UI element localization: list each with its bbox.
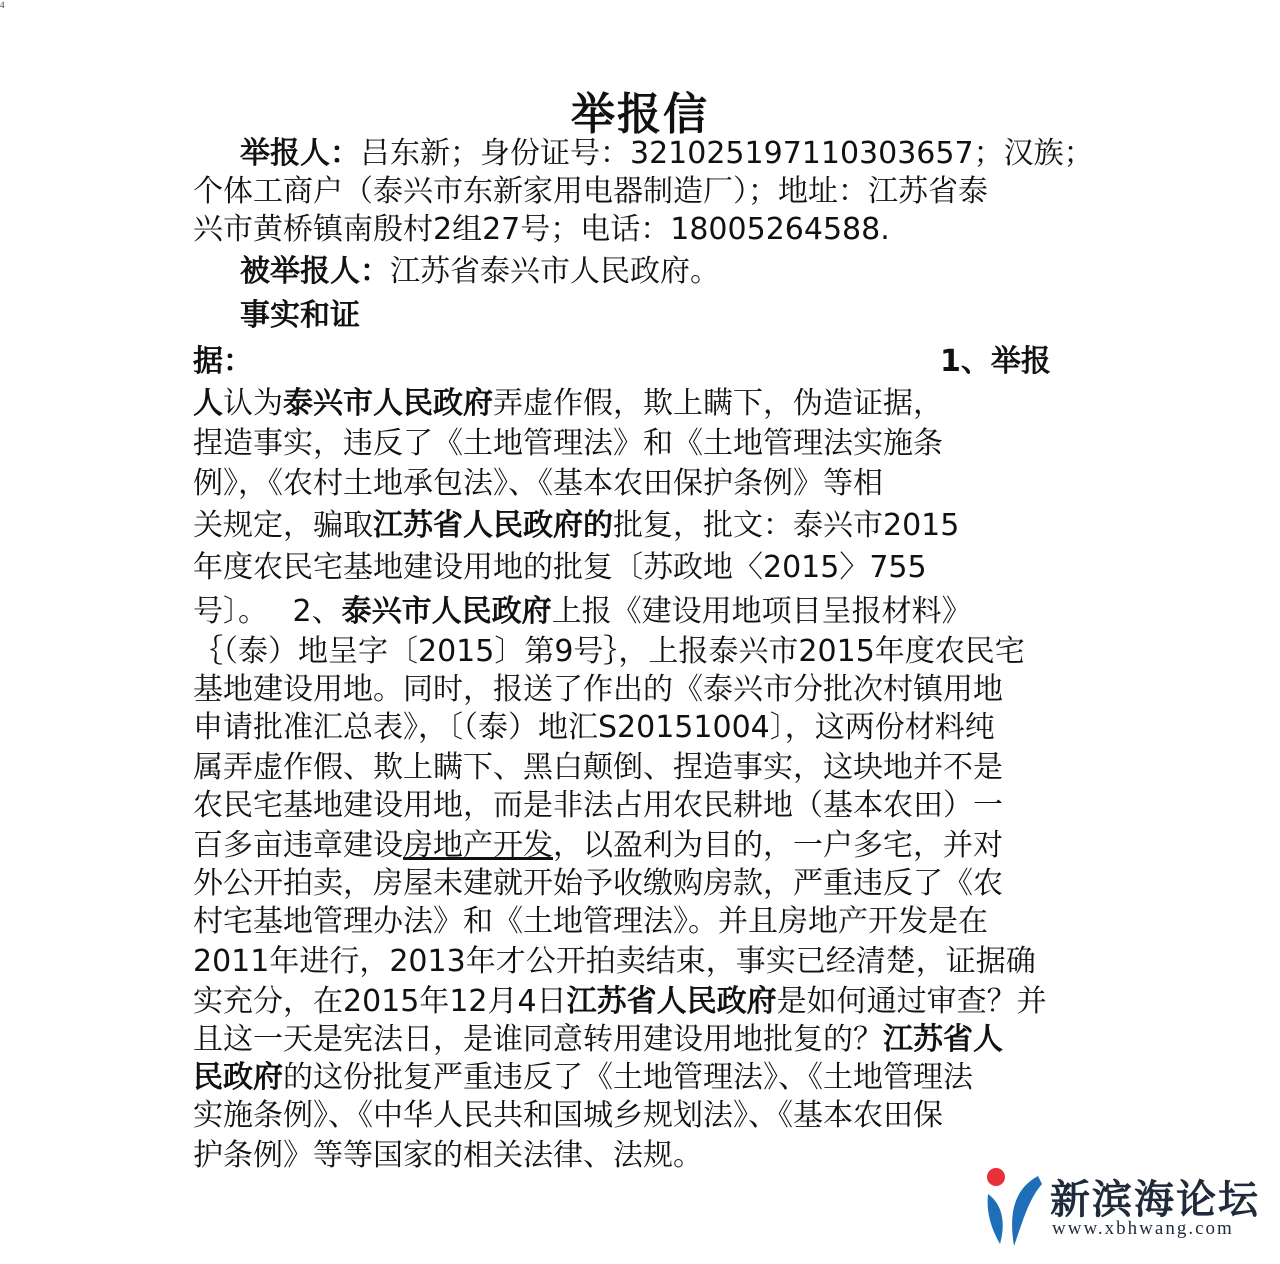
l18-a: 百多亩违章建设 <box>193 828 403 863</box>
text-line-21: 2011年进行，2013年才公开拍卖结束，事实已经清楚，证据确 <box>193 944 1036 979</box>
facts-heading-cont: 据： <box>193 344 253 379</box>
l10-c: 批复，批文：泰兴市2015 <box>613 508 960 543</box>
l10-a: 关规定，骗取 <box>193 508 373 543</box>
text-line-26: 护条例》等等国家的相关法律、法规。 <box>193 1138 703 1173</box>
text-line-23 <box>193 1020 1003 1060</box>
text-line-25: 实施条例》、《中华人民共和国城乡规划法》、《基本农田保 <box>193 1098 943 1133</box>
facts-heading: 事实和证 <box>240 298 360 333</box>
page-marker: 4 <box>0 0 5 10</box>
l7-d: 弄虚作假，欺上瞒下，伪造证据， <box>493 386 943 421</box>
reporter-info: 吕东新；身份证号：321025197110303657；汉族； <box>360 136 1094 171</box>
l12-a: 号〕。 2、 <box>193 594 342 629</box>
reported-info: 江苏省泰兴市人民政府。 <box>390 254 720 289</box>
l24-b: 的这份批复严重违反了《土地管理法》、《土地管理法 <box>283 1060 973 1095</box>
reporter-line <box>240 134 1094 174</box>
text-line-12 <box>193 592 972 632</box>
text-line-14: 基地建设用地。同时，报送了作出的《泰兴市分批次村镇用地 <box>193 672 1003 707</box>
document-title: 举报信 <box>571 89 709 140</box>
l7-b: 认为 <box>223 386 283 421</box>
text-line-13: ｛（泰）地呈字〔2015〕第9号｝，上报泰兴市2015年度农民宅 <box>193 634 1025 669</box>
site-watermark <box>980 1160 1270 1255</box>
text-line-7 <box>193 384 943 424</box>
text-line-15: 申请批准汇总表》，〔（泰）地汇S20151004〕，这两份材料纯 <box>193 710 995 745</box>
site-logo-icon <box>980 1164 1044 1250</box>
l12-c: 上报《建设用地项目呈报材料》 <box>551 594 972 629</box>
text-line-3: 兴市黄桥镇南殷村2组27号；电话：18005264588. <box>193 212 890 247</box>
l23-b: 江苏省人 <box>883 1022 1003 1057</box>
text-line-17: 农民宅基地建设用地，而是非法占用农民耕地（基本农田）一 <box>193 788 1003 823</box>
text-line-2: 个体工商户（泰兴市东新家用电器制造厂）；地址：江苏省泰 <box>193 174 988 209</box>
l23-a: 且这一天是宪法日，是谁同意转用建设用地批复的？ <box>193 1022 883 1057</box>
reported-label: 被举报人： <box>240 254 390 289</box>
text-line-19: 外公开拍卖，房屋未建就开始予收缴购房款，严重违反了《农 <box>193 866 1003 901</box>
reporter-label: 举报人： <box>240 136 360 171</box>
text-line-8: 捏造事实，违反了《土地管理法》和《土地管理法实施条 <box>193 426 943 461</box>
l18-b: 房地产开发 <box>403 828 553 863</box>
text-line-9: 例》，《农村土地承包法》、《基本农田保护条例》等相 <box>193 466 883 501</box>
reported-line <box>240 252 720 292</box>
l12-b: 泰兴市人民政府 <box>341 594 552 629</box>
text-line-10 <box>193 506 959 546</box>
l24-a: 民政府 <box>193 1060 283 1095</box>
l22-b: 江苏省人民政府 <box>566 984 777 1019</box>
text-line-18 <box>193 826 1003 866</box>
site-url: www.xbhwang.com <box>1052 1218 1234 1239</box>
l7-c: 泰兴市人民政府 <box>283 386 493 421</box>
text-line-24 <box>193 1058 973 1098</box>
text-line-11: 年度农民宅基地建设用地的批复〔苏政地〈2015〉755 <box>193 550 927 585</box>
l22-c: 是如何通过审查？并 <box>776 984 1047 1019</box>
l22-a: 实充分，在2015年12月4日 <box>193 984 567 1019</box>
text-line-16: 属弄虚作假、欺上瞒下、黑白颠倒、捏造事实，这块地并不是 <box>193 750 1003 785</box>
point-1-start: 1、举报 <box>940 344 1051 379</box>
l18-c: ，以盈利为目的，一户多宅，并对 <box>553 828 1003 863</box>
text-line-20: 村宅基地管理办法》和《土地管理法》。并且房地产开发是在 <box>193 904 988 939</box>
l7-a: 人 <box>193 386 223 421</box>
text-line-22 <box>193 982 1047 1022</box>
site-name: 新滨海论坛 <box>1050 1177 1260 1223</box>
l10-b: 江苏省人民政府的 <box>373 508 613 543</box>
